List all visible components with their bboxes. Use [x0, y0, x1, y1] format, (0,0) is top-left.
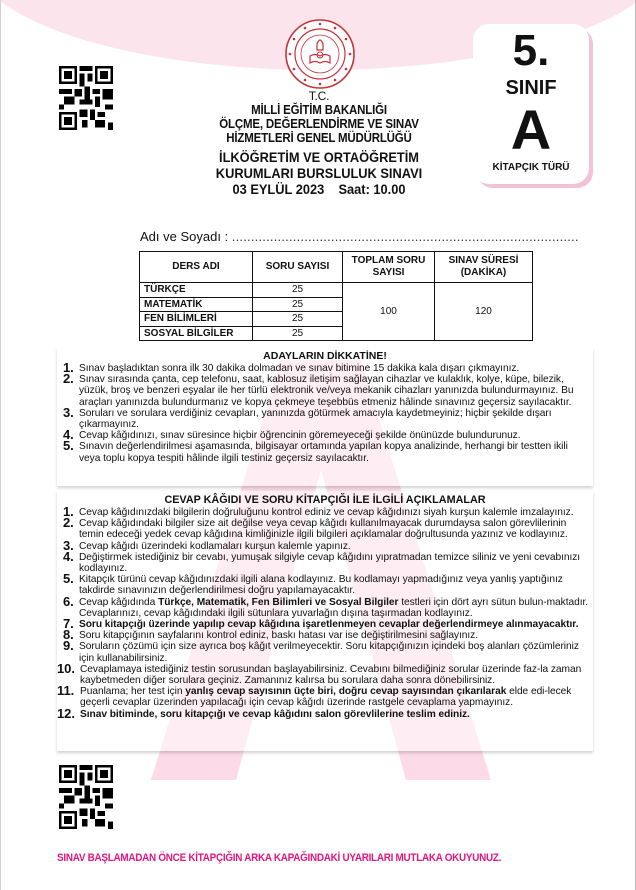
- attention-list: [57, 360, 593, 464]
- subject-question-count: 25: [253, 312, 343, 327]
- list-item: 6. Cevap kâğıdında Türkçe, Matematik, Fen Bilimleri ve Sosyal Bilgiler testleri için dört ayrı sütun bulun-maktadır. Cevaplarınızı, cevap kâğıdındaki ilgili sütunlara yuvarlağın dışına taşırmadan kodlayınız.: [63, 593, 589, 619]
- list-item: 5. Sınavın değerlendirilmesi aşamasında, bilgisayar ortamında yapılan kopya analizinde, herhangi bir testten ikili veya toplu kopya tespiti hâlinde ilgili testiniz geçersiz sayılacaktır.: [63, 438, 568, 464]
- explanations-title: CEVAP KÂĞIDI VE SORU KİTAPÇIĞI İLE İLGİLİ AÇIKLAMALAR: [164, 494, 486, 506]
- exam-date-time: 03 EYLÜL 2023 Saat: 10.00: [232, 182, 406, 197]
- column-header-duration: SINAV SÜRESİ (DAKİKA): [435, 252, 533, 283]
- table-header-row: [140, 252, 533, 283]
- list-item: 1. Cevap kâğıdınızdaki bilgilerin doğruluğunu kontrol ediniz ve cevap kâğıdınızı siyah kurşun kalemle imzalayınız.: [63, 504, 574, 519]
- column-header-total-questions: TOPLAM SORU SAYISI: [343, 252, 435, 283]
- subject-name: TÜRKÇE: [140, 283, 253, 298]
- column-header-subject: DERS ADI: [140, 252, 253, 283]
- list-item: 7. Soru kitapçığı üzerinde yapılıp cevap kâğıdına işaretlenmeyen cevaplar değerlendirmeye alınmayacaktır.: [63, 616, 579, 632]
- ministry-name-line-2: ÖLÇME, DEĞERLENDİRME VE SINAV: [219, 117, 419, 131]
- column-header-question-count: SORU SAYISI: [253, 252, 343, 283]
- attention-title: ADAYLARIN DİKKATİNE!: [263, 350, 387, 362]
- explanations-list: [57, 504, 593, 721]
- grade-number: 5.: [512, 26, 550, 75]
- booklet-type-label: KİTAPÇIK TÜRÜ: [492, 162, 570, 173]
- list-item: 8. Soru kitapçığının sayfalarını kontrol ediniz, baskı hatası var ise değiştirilmesini sağlayınız.: [63, 627, 478, 643]
- subject-question-count: 25: [253, 283, 343, 298]
- duration-value: 120: [435, 283, 533, 341]
- list-item: 1. Sınav başladıktan sonra ilk 30 dakika dolmadan ve sınav bitimine 15 dakika kala dışarı çıkmayınız.: [63, 360, 520, 375]
- list-item: 2. Cevap kâğıdındaki bilgiler size ait değilse veya cevap kâğıdı kullanılmayacak durumdaysa salon görevlilerinin temin edeceği yedek cevap kâğıdına kimliğinizle ilgili bilgileri açıklamalar doğrultusunda yazınız ve kodlayınız.: [63, 515, 568, 541]
- list-item: 5. Kitapçık türünü cevap kâğıdınızdaki ilgili alana kodlayınız. Bu kodlamayı yapmadığınız veya yanlış yaptığınız takdirde sınavınızın değerlendirilmesi doğru yapılamayacaktır.: [63, 571, 563, 597]
- name-field[interactable]: [140, 229, 579, 244]
- name-field-label: Adı ve Soyadı :: [140, 229, 229, 244]
- ministry-name-line-3: HİZMETLERİ GENEL MÜDÜRLÜĞÜ: [226, 131, 412, 145]
- total-questions-value: 100: [343, 283, 435, 341]
- subject-question-count: 25: [253, 326, 343, 341]
- list-item: 4. Cevap kâğıdınızı, sınav süresince hiçbir öğrencinin göremeyeceği şekilde önünüzde bulundurunuz.: [63, 427, 521, 443]
- explanations-box: [57, 491, 593, 751]
- list-item: 12. Sınav bitiminde, soru kitapçığı ve cevap kâğıdını salon görevlilerine teslim ediniz.: [57, 705, 470, 721]
- subject-name: FEN BİLİMLERİ: [140, 312, 253, 327]
- subjects-table: [139, 251, 533, 341]
- list-item: 10. Cevaplamaya istediğiniz testin sorusundan başlayabilirsiniz. Cevabını bilmediğiniz sorular üzerinde faz-la zaman kaybetmeden diğer sorulara geçiniz. Zamanınız kalırsa bu sorulara daha sonra dönebilirsiniz.: [57, 660, 582, 687]
- subject-name: MATEMATİK: [140, 297, 253, 312]
- name-field-dotted-line[interactable]: ...........................................................................................: [231, 229, 579, 244]
- qr-code-icon: [59, 66, 113, 130]
- exam-title-line-2: KURUMLARI BURSLULUK SINAVI: [215, 166, 423, 181]
- list-item: 3. Cevap kâğıdı üzerindeki kodlamaları kurşun kalemle yapınız.: [63, 537, 351, 553]
- list-item: 3. Soruları ve sorulara verdiğiniz cevapları, yanınızda götürmek amacıyla kaydetmeyiniz; hiçbir şekilde dışarı çıkarmayınız.: [63, 404, 552, 431]
- list-item: 11. Puanlama; her test için yanlış cevap sayısının üçte biri, doğru cevap sayısından çıkarılarak elde edi-lecek geçerli cevaplar üzerinden yapılacağı için cevap kâğıdı üzerinde rastgele cevaplama yapmayınız.: [57, 683, 572, 709]
- grade-label: SINIF: [505, 77, 557, 99]
- list-item: 2. Sınav sırasında çanta, cep telefonu, saat, kablosuz iletişim sağlayan cihazlar ve kulaklık, kolye, küpe, bilezik, yüzük, broş ve benzeri eşyalar ile her türlü elektronik ve/veya mekanik cihazları yanınızda bulundurmayınız. Bu araçları yanınızda bulundurmanız ve kopya çekmeye teşebbüs etmeniz hâlinde sınavınız geçersiz sayılacaktır.: [63, 371, 574, 408]
- ministry-seal-icon: [284, 18, 356, 90]
- subject-name: SOSYAL BİLGİLER: [140, 326, 253, 341]
- exam-title-line-1: İLKÖĞRETİM VE ORTAÖĞRETİM: [219, 150, 419, 165]
- table-row: [140, 283, 533, 298]
- tc-label: T.C.: [308, 89, 330, 103]
- grade-booklet-box: [473, 24, 589, 184]
- qr-code-icon: [59, 765, 113, 829]
- subject-question-count: 25: [253, 297, 343, 312]
- list-item: 4. Değiştirmek istediğiniz bir cevabı, yumuşak silgiyle cevap kâğıdını yıpratmadan temizce siliniz ve yeni cevabınızı kodlayınız.: [63, 548, 581, 575]
- booklet-letter: A: [510, 98, 552, 161]
- footer-warning: SINAV BAŞLAMADAN ÖNCE KİTAPÇIĞIN ARKA KAPAĞINDAKİ UYARILARI MUTLAKA OKUYUNUZ.: [57, 852, 502, 864]
- ministry-name-line-1: MİLLİ EĞİTİM BAKANLIĞI: [251, 103, 387, 117]
- attention-box: [57, 348, 593, 486]
- header-block: [151, 90, 487, 198]
- list-item: 9. Soruların çözümü için size ayrıca boş kâğıt verilmeyecektir. Soru kitapçığınızın içindeki boş alanları çözümleriniz için kullanabilirsiniz.: [63, 638, 579, 664]
